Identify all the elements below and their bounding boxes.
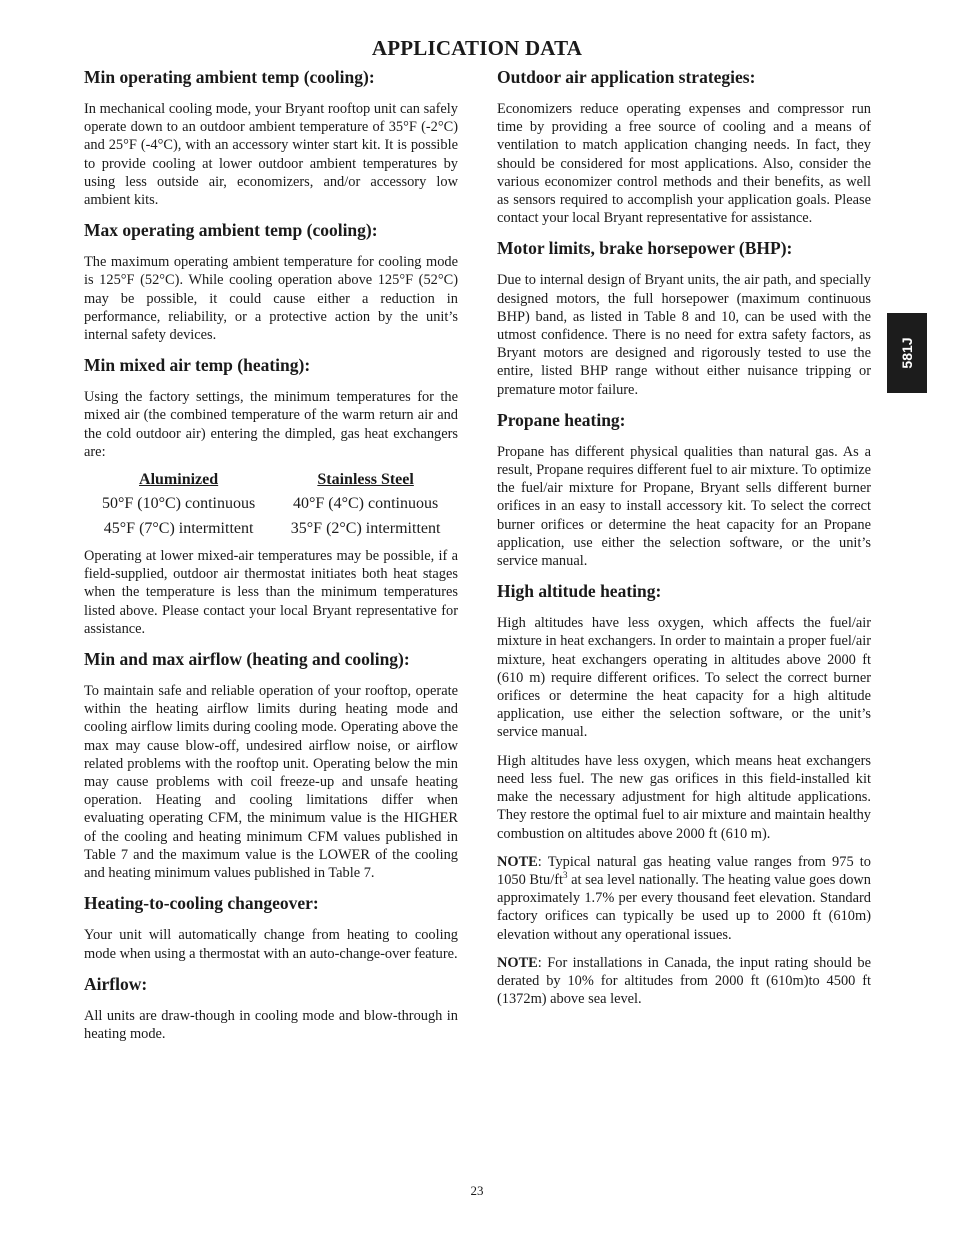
section-body: Operating at lower mixed-air temperatures may be possible, if a field-supplied, outdoor air thermostat initiates both heat stages when the temperature is less than the minimum temperatures listed above. Please contact your local Bryant representative for assistance. bbox=[84, 548, 458, 637]
heat-exchanger-temp-table bbox=[84, 471, 458, 541]
section-airflow bbox=[84, 973, 458, 1043]
section-heading: Airflow: bbox=[84, 973, 148, 994]
section-propane-heating bbox=[497, 409, 871, 570]
section-motor-limits bbox=[497, 237, 871, 398]
section-body: Due to internal design of Bryant units, the air path, and specially designed motors, the full horsepower (maximum continuous BHP) band, as listed in Table 8 and 10, can be used with the utmost confidence. There is no need for extra safety factors, as Bryant motors are designed and rigorously tested to use the entire, listed BHP range without either nuisance tripping or premature motor failure. bbox=[497, 272, 871, 398]
model-side-tab-label: 581J bbox=[899, 337, 915, 369]
note-label: NOTE bbox=[497, 853, 538, 870]
note-text: : For installations in Canada, the input rating should be derated by 10% for altitudes from 2000 ft (610m)to 4500 ft (1372m) above sea level. bbox=[497, 954, 871, 1008]
section-body: Propane has different physical qualities than natural gas. As a result, Propane requires different fuel to air mixture. To optimize the fuel/air mixture for Propane, Bryant sells different burner orifices in an easy to install accessory kit. To select the correct burner orifices or determine the heat capacity for an Propane application, use either the selection software, or the unit’s service manual. bbox=[497, 443, 871, 570]
section-min-mixed-air-heating bbox=[84, 354, 458, 638]
section-heading: Min and max airflow (heating and cooling): bbox=[84, 649, 410, 670]
table-header-stainless-steel: Stainless Steel bbox=[317, 471, 414, 489]
section-body: Economizers reduce operating expenses and compressor run time by providing a free source of cooling and a means of ventilation to match application changing needs. In fact, they should be considered for most applications. Also, consider the various economizer control methods and their benefits, as well as sensors required to accomplish your application goals. Please contact your local Bryant representative for assistance. bbox=[497, 101, 871, 227]
section-heading: High altitude heating: bbox=[497, 581, 662, 602]
note-superscript: 3 bbox=[562, 870, 568, 881]
table-cell: 45°F (7°C) intermittent bbox=[103, 520, 254, 538]
section-heading: Heating-to-cooling changeover: bbox=[84, 893, 319, 914]
section-min-ambient-cooling bbox=[84, 66, 458, 209]
section-body: High altitudes have less oxygen, which affects the fuel/air mixture in heat exchangers. In order to maintain a proper fuel/air mixture, heat exchangers operating in altitudes above 2000 ft (610 m) require different orifices. To select the correct burner orifices or determine the heat capacity for a high altitude application, use either the selection software, or the unit’s service manual. bbox=[497, 615, 871, 741]
section-max-ambient-cooling bbox=[84, 219, 458, 344]
section-outdoor-air bbox=[497, 66, 871, 227]
model-side-tab bbox=[887, 313, 927, 393]
section-body: High altitudes have less oxygen, which means heat exchangers need less fuel. The new gas orifices in this field-installed kit make the necessary adjustment for high altitude applications. They restore the optimal fuel to air mixture and maintain healthy combustion on altitudes above 2000 ft (610 m). bbox=[497, 752, 871, 842]
section-airflow-limits bbox=[84, 648, 458, 882]
section-changeover bbox=[84, 892, 458, 962]
page-title: APPLICATION DATA bbox=[371, 36, 583, 60]
table-cell: 50°F (10°C) continuous bbox=[101, 495, 256, 513]
table-cell: 35°F (2°C) intermittent bbox=[290, 520, 441, 538]
table-row bbox=[84, 516, 458, 541]
section-heading: Motor limits, brake horsepower (BHP): bbox=[497, 238, 793, 259]
section-body: In mechanical cooling mode, your Bryant rooftop unit can safely operate down to an outdoor ambient temperature of 35°F (-2°C) and 25°F (-4°C), with an accessory winter start kit. It is possible to provide cooling at lower outdoor ambient temperatures by using less outside air, economizers, and/or accessory low ambient kits. bbox=[84, 101, 458, 209]
page-number: 23 bbox=[470, 1183, 484, 1198]
section-heading: Min operating ambient temp (cooling): bbox=[84, 67, 375, 87]
section-heading: Min mixed air temp (heating): bbox=[84, 355, 311, 376]
note-text: : Typical natural gas heating value ranges from 975 to 1050 Btu/ft bbox=[497, 853, 871, 888]
note-paragraph bbox=[497, 853, 871, 944]
table-row bbox=[84, 491, 458, 516]
table-header-aluminized: Aluminized bbox=[139, 471, 219, 489]
section-heading: Max operating ambient temp (cooling): bbox=[84, 220, 378, 241]
section-high-altitude-heating bbox=[497, 580, 871, 1008]
section-body: To maintain safe and reliable operation of your rooftop, operate within the heating airflow limits during heating mode and cooling airflow limits during cooling mode. Operating above the max may cause blow-off, undesired airflow noise, or airflow related problems with the rooftop unit. Operating below the min may cause problems with coil freeze-up and unsafe heating operation. Heating and cooling limitations differ when evaluating operating CFM, the minimum value is the HIGHER of the cooling and heating minimum CFM values published in Table 7 and the maximum value is the LOWER of the cooling and heating minimum values published in Table 7. bbox=[84, 683, 458, 882]
table-cell: 40°F (4°C) continuous bbox=[292, 495, 439, 513]
note-label: NOTE bbox=[497, 954, 538, 971]
left-column bbox=[84, 66, 458, 1053]
note-text: at sea level nationally. The heating value goes down approximately 1.7% per every thousand feet elevation. Standard factory orifices can typically be used up to 2000 ft (610m) elevation without any operational issues. bbox=[497, 871, 871, 943]
section-body: All units are draw-though in cooling mode and blow-through in heating mode. bbox=[84, 1007, 458, 1042]
section-heading: Propane heating: bbox=[497, 409, 626, 430]
section-body: The maximum operating ambient temperature for cooling mode is 125°F (52°C). While cooling operation above 125°F (52°C) may be possible, it could cause either a reduction in performance, reliability, or a protective action by the unit’s internal safety devices. bbox=[84, 254, 458, 344]
section-body: Your unit will automatically change from heating to cooling mode when using a thermostat with an auto-change-over feature. bbox=[84, 927, 458, 962]
section-heading: Outdoor air application strategies: bbox=[497, 67, 756, 87]
note-paragraph bbox=[497, 954, 871, 1009]
section-body: Using the factory settings, the minimum temperatures for the mixed air (the combined temperature of the warm return air and the cold outdoor air) entering the dimpled, gas heat exchangers are: bbox=[84, 389, 458, 460]
right-column bbox=[497, 66, 871, 1018]
